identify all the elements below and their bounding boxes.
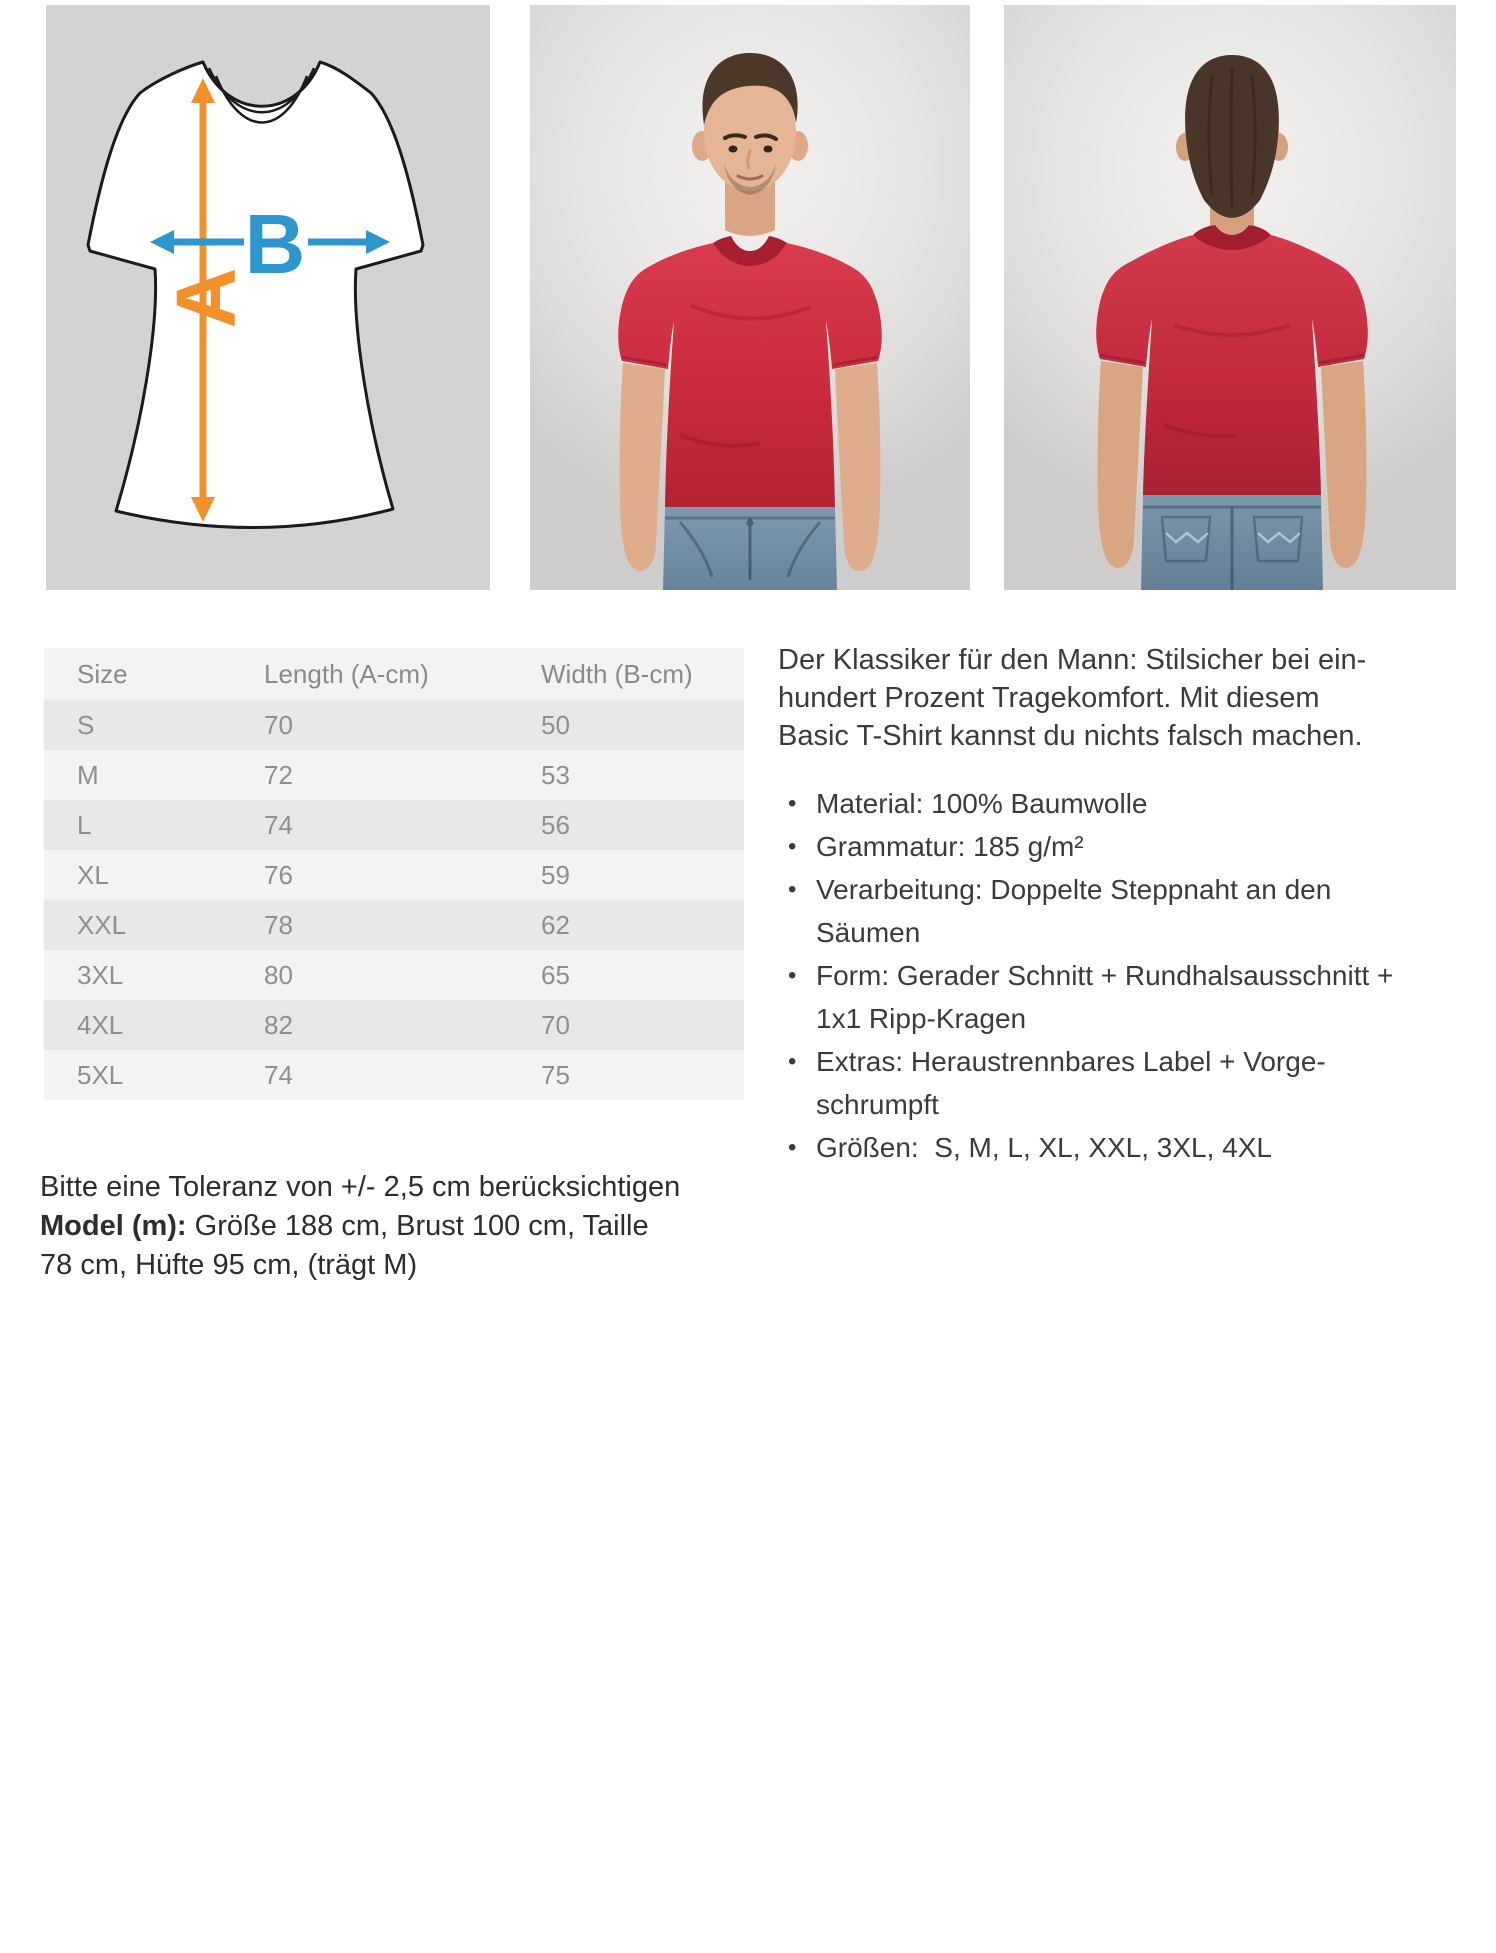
length-cell: 82 xyxy=(264,1000,541,1050)
feature-list xyxy=(778,782,1440,1169)
size-cell: XL xyxy=(44,850,264,900)
feature-extras xyxy=(778,1040,1440,1126)
measurement-notes xyxy=(40,1168,680,1285)
description-intro-line: Der Klassiker für den Mann: Stilsicher bei ein- xyxy=(778,644,1367,676)
size-cell: M xyxy=(44,750,264,800)
model-back-photo xyxy=(1004,5,1456,590)
arm-left xyxy=(1098,361,1143,568)
size-cell: 3XL xyxy=(44,950,264,1000)
model-info-label: Model (m): xyxy=(40,1210,187,1242)
arm-right xyxy=(1321,361,1366,568)
length-cell: 72 xyxy=(264,750,541,800)
size-table-header-row xyxy=(44,648,744,700)
feature-verarbeitung xyxy=(778,868,1440,954)
model-front-figure xyxy=(530,5,970,590)
table-row xyxy=(44,850,744,900)
width-cell: 59 xyxy=(541,850,744,900)
size-table xyxy=(44,648,744,1100)
size-cell: S xyxy=(44,700,264,750)
feature-text: Grammatur: 185 g/m² xyxy=(816,831,1084,862)
table-row xyxy=(44,800,744,850)
feature-text: Form: Gerader Schnitt + Rundhalsausschnitt + 1x1 Ripp-Kragen xyxy=(816,960,1402,1034)
product-description xyxy=(778,641,1466,1169)
table-row xyxy=(44,950,744,1000)
width-cell: 62 xyxy=(541,900,744,950)
size-cell: 4XL xyxy=(44,1000,264,1050)
description-intro-line: Basic T-Shirt kannst du nichts falsch machen. xyxy=(778,720,1363,752)
jeans-button xyxy=(747,520,754,527)
table-row xyxy=(44,1000,744,1050)
eye-right xyxy=(764,146,773,153)
width-cell: 65 xyxy=(541,950,744,1000)
col-header-size: Size xyxy=(44,648,264,700)
length-cell: 74 xyxy=(264,1050,541,1100)
width-label: B xyxy=(244,197,306,291)
table-row xyxy=(44,1050,744,1100)
feature-text: Größen: S, M, L, XL, XXL, 3XL, 4XL xyxy=(816,1132,1272,1163)
size-diagram-panel xyxy=(46,5,490,590)
tolerance-note: Bitte eine Toleranz von +/- 2,5 cm berücksichtigen xyxy=(40,1171,681,1203)
col-header-width: Width (B-cm) xyxy=(541,648,744,700)
feature-grammatur xyxy=(778,825,1440,868)
length-cell: 74 xyxy=(264,800,541,850)
feature-groessen xyxy=(778,1126,1440,1169)
col-header-length: Length (A-cm) xyxy=(264,648,541,700)
width-cell: 75 xyxy=(541,1050,744,1100)
width-cell: 70 xyxy=(541,1000,744,1050)
size-cell: XXL xyxy=(44,900,264,950)
width-cell: 50 xyxy=(541,700,744,750)
feature-form xyxy=(778,954,1440,1040)
length-cell: 80 xyxy=(264,950,541,1000)
description-intro-line: hundert Prozent Tragekomfort. Mit diesem xyxy=(778,682,1320,714)
length-cell: 76 xyxy=(264,850,541,900)
tshirt-measure-diagram xyxy=(46,5,490,590)
length-label: A xyxy=(159,267,253,329)
length-cell: 78 xyxy=(264,900,541,950)
table-row xyxy=(44,900,744,950)
eye-left xyxy=(729,146,738,153)
width-cell: 56 xyxy=(541,800,744,850)
model-info-text: Größe 188 cm, Brust 100 cm, Taille xyxy=(194,1210,649,1242)
model-info-line1 xyxy=(40,1207,680,1246)
table-row xyxy=(44,750,744,800)
tshirt-outline xyxy=(88,62,423,528)
table-row xyxy=(44,700,744,750)
size-cell: 5XL xyxy=(44,1050,264,1100)
model-info-line2: 78 cm, Hüfte 95 cm, (trägt M) xyxy=(40,1249,418,1281)
arm-right xyxy=(835,363,880,571)
feature-text: Extras: Heraustrennbares Label + Vorge-schrumpft xyxy=(816,1046,1326,1120)
length-cell: 70 xyxy=(264,700,541,750)
size-cell: L xyxy=(44,800,264,850)
feature-text: Material: 100% Baumwolle xyxy=(816,788,1148,819)
model-back-figure xyxy=(1004,5,1456,590)
feature-text: Verarbeitung: Doppelte Steppnaht an den Säumen xyxy=(816,874,1340,948)
model-front-photo xyxy=(530,5,970,590)
arm-left xyxy=(620,363,665,571)
width-cell: 53 xyxy=(541,750,744,800)
feature-material xyxy=(778,782,1440,825)
